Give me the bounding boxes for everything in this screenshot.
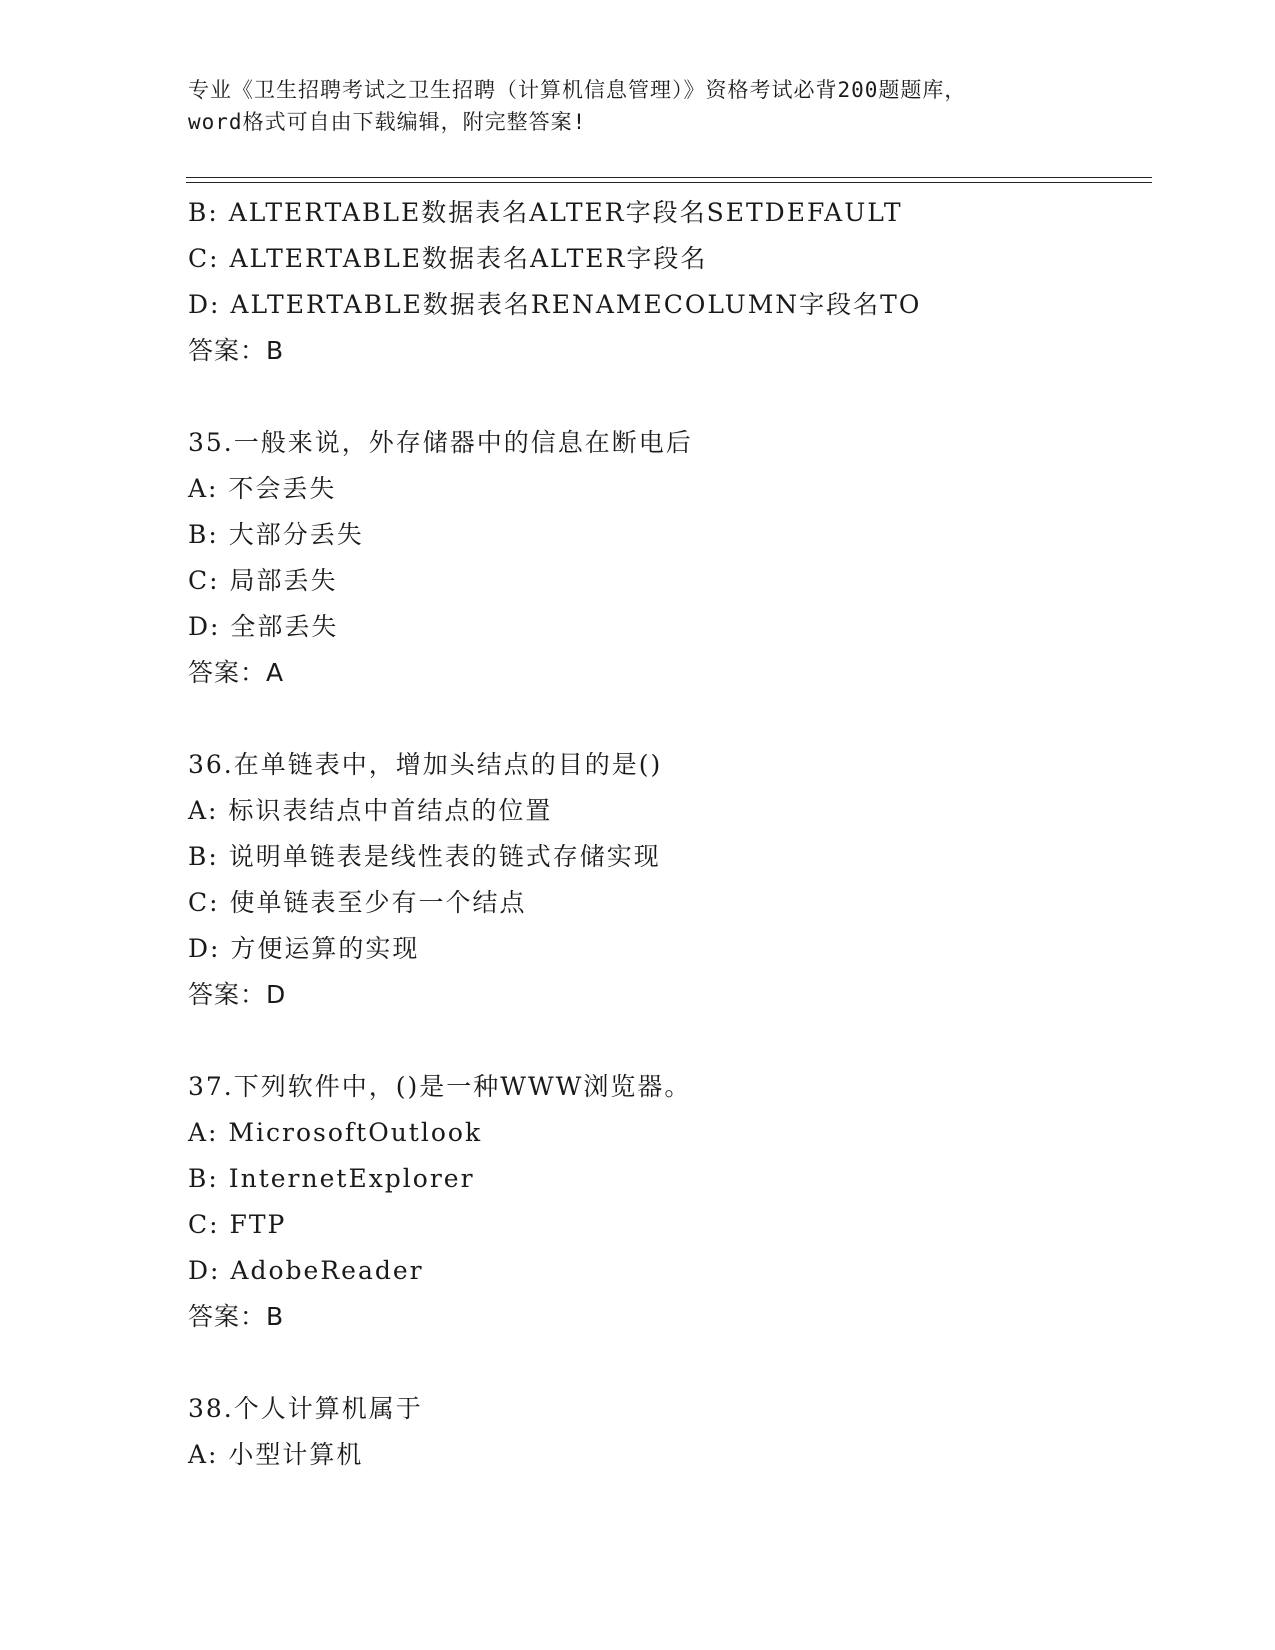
answer: 答案：B [188, 336, 285, 365]
question-38 [188, 1386, 1148, 1478]
answer: 答案：B [188, 1302, 285, 1331]
option-a: A: 不会丢失 [188, 474, 337, 503]
option-c: C: ALTERTABLE数据表名ALTER字段名 [188, 244, 708, 273]
answer: 答案：A [188, 658, 285, 687]
option-d: D: AdobeReader [188, 1256, 424, 1285]
question-34-tail [188, 190, 1148, 374]
question-text: 35.一般来说，外存储器中的信息在断电后 [188, 428, 693, 457]
answer: 答案：D [188, 980, 287, 1009]
header-divider-bottom [186, 182, 1152, 183]
question-37 [188, 1064, 1148, 1340]
document-header [188, 74, 1088, 138]
question-36 [188, 742, 1148, 1018]
option-c: C: 使单链表至少有一个结点 [188, 888, 527, 917]
header-divider-top [186, 177, 1152, 178]
option-a: A: 小型计算机 [188, 1440, 364, 1469]
option-a: A: MicrosoftOutlook [188, 1118, 483, 1147]
option-b: B: 大部分丢失 [188, 520, 364, 549]
option-b: B: InternetExplorer [188, 1164, 475, 1193]
question-text: 36.在单链表中，增加头结点的目的是() [188, 750, 663, 779]
spacer [188, 1340, 1148, 1386]
header-line-2: word格式可自由下载编辑，附完整答案! [188, 110, 587, 134]
option-b: B: ALTERTABLE数据表名ALTER字段名SETDEFAULT [188, 198, 903, 227]
option-c: C: 局部丢失 [188, 566, 338, 595]
question-text: 38.个人计算机属于 [188, 1394, 423, 1423]
option-b: B: 说明单链表是线性表的链式存储实现 [188, 842, 661, 871]
option-c: C: FTP [188, 1210, 287, 1239]
spacer [188, 1018, 1148, 1064]
question-list [188, 190, 1148, 1478]
header-line-1: 专业《卫生招聘考试之卫生招聘（计算机信息管理）》资格考试必背200题题库， [188, 78, 967, 102]
option-d: D: 全部丢失 [188, 612, 339, 641]
question-text: 37.下列软件中，()是一种WWW浏览器。 [188, 1072, 692, 1101]
option-d: D: 方便运算的实现 [188, 934, 420, 963]
question-35 [188, 420, 1148, 696]
spacer [188, 374, 1148, 420]
option-d: D: ALTERTABLE数据表名RENAMECOLUMN字段名TO [188, 290, 922, 319]
spacer [188, 696, 1148, 742]
option-a: A: 标识表结点中首结点的位置 [188, 796, 553, 825]
